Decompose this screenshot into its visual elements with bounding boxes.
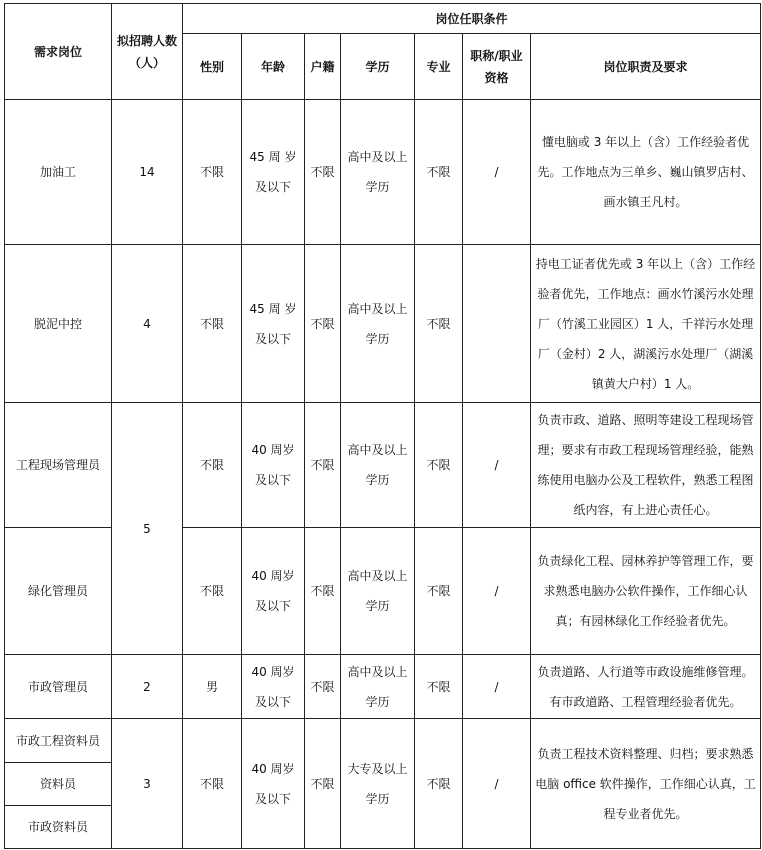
cell-hukou: 不限: [305, 719, 341, 849]
cell-title-qualification: /: [463, 655, 531, 719]
header-education: 学历: [341, 34, 415, 100]
table-row: [5, 245, 761, 403]
cell-major: 不限: [415, 100, 463, 245]
cell-title-qualification: /: [463, 403, 531, 528]
cell-hukou: 不限: [305, 100, 341, 245]
cell-gender: 不限: [183, 245, 242, 403]
cell-gender: 男: [183, 655, 242, 719]
header-duties: 岗位职责及要求: [531, 34, 761, 100]
cell-major: 不限: [415, 528, 463, 655]
cell-hukou: 不限: [305, 403, 341, 528]
cell-age: 40 周岁及以下: [242, 719, 305, 849]
header-gender: 性别: [183, 34, 242, 100]
cell-gender: 不限: [183, 528, 242, 655]
header-age: 年龄: [242, 34, 305, 100]
table-row: [5, 403, 761, 528]
cell-education: 高中及以上学历: [341, 245, 415, 403]
cell-duties: 负责市政、道路、照明等建设工程现场管理；要求有市政工程现场管理经验，能熟练使用电脑办公及工程软件，熟悉工程图纸内容，有上进心责任心。: [531, 403, 761, 528]
cell-position: 市政工程资料员: [5, 719, 112, 763]
header-position: 需求岗位: [5, 4, 112, 100]
cell-count-merged: 5: [112, 403, 183, 655]
cell-position: 加油工: [5, 100, 112, 245]
cell-age: 45 周 岁及以下: [242, 245, 305, 403]
cell-position: 绿化管理员: [5, 528, 112, 655]
header-major: 专业: [415, 34, 463, 100]
cell-age: 40 周岁及以下: [242, 403, 305, 528]
cell-count: 4: [112, 245, 183, 403]
table-row: [5, 100, 761, 245]
header-conditions: 岗位任职条件: [183, 4, 761, 34]
cell-education: 高中及以上学历: [341, 100, 415, 245]
cell-position: 市政资料员: [5, 806, 112, 849]
cell-title-qualification: /: [463, 100, 531, 245]
cell-count: 2: [112, 655, 183, 719]
cell-title-qualification: /: [463, 528, 531, 655]
cell-age: 40 周岁及以下: [242, 528, 305, 655]
cell-age: 40 周岁及以下: [242, 655, 305, 719]
cell-education: 高中及以上学历: [341, 528, 415, 655]
header-title-qualification: 职称/职业资格: [463, 34, 531, 100]
table-row: [5, 719, 761, 763]
cell-hukou: 不限: [305, 528, 341, 655]
cell-major: 不限: [415, 719, 463, 849]
table-row: [5, 655, 761, 719]
cell-major: 不限: [415, 403, 463, 528]
cell-count: 14: [112, 100, 183, 245]
cell-title-qualification: [463, 245, 531, 403]
cell-gender: 不限: [183, 403, 242, 528]
cell-gender: 不限: [183, 719, 242, 849]
cell-duties: 负责道路、人行道等市政设施维修管理。有市政道路、工程管理经验者优先。: [531, 655, 761, 719]
cell-major: 不限: [415, 655, 463, 719]
cell-duties: 负责工程技术资料整理、归档；要求熟悉电脑 office 软件操作，工作细心认真，工程专业者优先。: [531, 719, 761, 849]
cell-hukou: 不限: [305, 245, 341, 403]
cell-gender: 不限: [183, 100, 242, 245]
cell-position: 脱泥中控: [5, 245, 112, 403]
cell-position: 工程现场管理员: [5, 403, 112, 528]
cell-education: 大专及以上学历: [341, 719, 415, 849]
cell-position: 资料员: [5, 763, 112, 806]
cell-duties: 负责绿化工程、园林养护等管理工作，要求熟悉电脑办公软件操作，工作细心认真；有园林绿化工作经验者优先。: [531, 528, 761, 655]
cell-major: 不限: [415, 245, 463, 403]
cell-age: 45 周 岁及以下: [242, 100, 305, 245]
cell-education: 高中及以上学历: [341, 403, 415, 528]
cell-education: 高中及以上学历: [341, 655, 415, 719]
recruitment-table: [4, 3, 761, 849]
cell-duties: 懂电脑或 3 年以上（含）工作经验者优先。工作地点为三单乡、巍山镇罗店村、画水镇王凡村。: [531, 100, 761, 245]
header-count: 拟招聘人数（人）: [112, 4, 183, 100]
cell-count: 3: [112, 719, 183, 849]
header-hukou: 户籍: [305, 34, 341, 100]
cell-position: 市政管理员: [5, 655, 112, 719]
cell-title-qualification: /: [463, 719, 531, 849]
cell-duties: 持电工证者优先或 3 年以上（含）工作经验者优先，工作地点：画水竹溪污水处理厂（竹溪工业园区）1 人，千祥污水处理厂（金村）2 人，湖溪污水处理厂（湖溪镇黄大户村）1 人。: [531, 245, 761, 403]
cell-hukou: 不限: [305, 655, 341, 719]
